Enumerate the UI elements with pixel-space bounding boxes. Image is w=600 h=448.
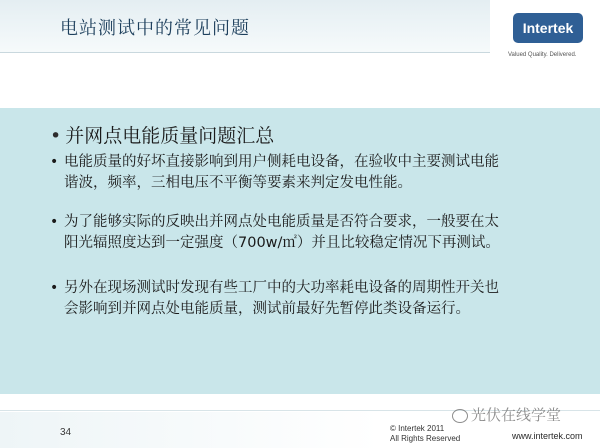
copyright-line: All Rights Reserved bbox=[390, 434, 461, 443]
bullet-item bbox=[50, 152, 504, 194]
intertek-logo bbox=[513, 13, 583, 43]
slide-title: 电站测试中的常见问题 bbox=[60, 18, 250, 39]
section-heading-text: 并网点电能质量问题汇总 bbox=[65, 125, 275, 147]
copyright-line: © Intertek 2011 bbox=[390, 424, 445, 433]
watermark bbox=[452, 404, 561, 425]
page-number: 34 bbox=[60, 427, 72, 438]
copyright bbox=[390, 424, 460, 444]
watermark-text: 光伏在线学堂 bbox=[471, 406, 562, 424]
title-bar bbox=[0, 0, 490, 53]
bullet-text: 为了能够实际的反映出并网点处电能质量是否符合要求，一般要在太阳光辐照度达到一定强度（700w/㎡）并且比较稳定情况下再测试。 bbox=[64, 214, 500, 251]
section-heading bbox=[50, 121, 274, 148]
wechat-icon bbox=[452, 409, 468, 423]
bullet-text: 电能质量的好坏直接影响到用户侧耗电设备，在验收中主要测试电能谐波，频率，三相电压不平衡等要素来判定发电性能。 bbox=[64, 154, 499, 191]
logo-tagline: Valued Quality. Delivered. bbox=[508, 52, 577, 58]
bullet-text: 另外在现场测试时发现有些工厂中的大功率耗电设备的周期性开关也会影响到并网点处电能质量，测试前最好先暂停此类设备运行。 bbox=[64, 280, 499, 317]
bullet-dot-icon: • bbox=[50, 214, 59, 230]
bullet-item bbox=[50, 212, 504, 254]
heading-bullet-icon: • bbox=[50, 125, 62, 147]
bullet-item bbox=[50, 278, 504, 320]
footer-band bbox=[0, 412, 380, 448]
bullet-dot-icon: • bbox=[50, 280, 59, 296]
logo-brand-text: Intertek bbox=[522, 20, 574, 36]
bullet-dot-icon: • bbox=[50, 154, 59, 170]
website-link: www.intertek.com bbox=[512, 431, 583, 441]
